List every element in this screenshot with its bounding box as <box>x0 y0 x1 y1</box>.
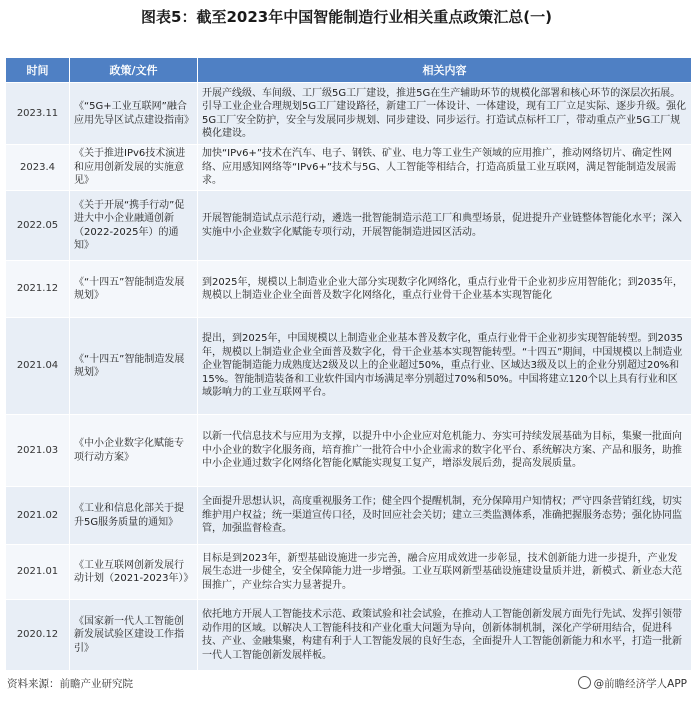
row-date: 2023.4 <box>6 145 70 191</box>
row-content: 到2025年，规模以上制造业企业大部分实现数字化网络化，重点行业骨干企业初步应用智能化；到2035年，规模以上制造业企业全面普及数字化网络化，重点行业骨干企业基本实现智能化 <box>198 261 692 318</box>
table-row <box>6 487 692 545</box>
table-row <box>6 318 692 415</box>
row-content: 开展产线级、车间级、工厂级5G工厂建设，推进5G在生产辅助环节的规模化部署和核心环节的深层次拓展。引导工业企业合理规划5G工厂建设路径，新建工厂一体设计、一体建设，现有工厂立足实际、逐步升级。强化5G工厂安全防护，安全与发展同步规划、同步建设、同步运行。打造试点标杆工厂，带动重点产业5G工厂规模化建设。 <box>198 83 692 145</box>
row-policy: 《关于开展“携手行动”促进大中小企业融通创新（2022-2025年）的通知》 <box>70 191 198 261</box>
row-date: 2021.02 <box>6 487 70 545</box>
row-date: 2021.03 <box>6 415 70 487</box>
table-row <box>6 145 692 191</box>
brand-logo-icon <box>578 676 591 689</box>
page-title: 图表5：截至2023年中国智能制造行业相关重点政策汇总(一) <box>141 8 552 26</box>
row-content: 依托地方开展人工智能技术示范、政策试验和社会试验，在推动人工智能创新发展方面先行先试、发挥引领带动作用的区域。以解决人工智能科技和产业化重大问题为导向，创新体制机制，深化产学研用结合，促进科技、产业、金融集聚，构建有利于人工智能发展的良好生态，全面提升人工智能创新能力和水平，打造一批新一代人工智能创新发展样板。 <box>198 600 692 671</box>
header-content: 相关内容 <box>198 58 692 83</box>
row-content: 提出，到2025年，中国规模以上制造业企业基本普及数字化，重点行业骨干企业初步实现智能转型。到2035年，规模以上制造业企业全面普及数字化，骨干企业基本实现智能转型。“十四五”期间，中国规模以上制造业企业智能制造能力成熟度达2级及以上的企业超过50%，重点行业、区域达3级及以上的企业分别超过20%和15%。智能制造装备和工业软件国内市场满足率分别超过70%和50%。中国将建立120个以上具有行业和区域影响力的工业互联网平台。 <box>198 318 692 415</box>
row-date: 2021.04 <box>6 318 70 415</box>
table-row <box>6 600 692 671</box>
row-policy: 《中小企业数字化赋能专项行动方案》 <box>70 415 198 487</box>
row-date: 2021.01 <box>6 545 70 600</box>
table-row <box>6 415 692 487</box>
brand-text: @前瞻经济学人APP <box>593 678 687 690</box>
row-policy: 《“十四五”智能制造发展规划》 <box>70 318 198 415</box>
policy-table <box>5 57 692 671</box>
row-policy: 《工业和信息化部关于提升5G服务质量的通知》 <box>70 487 198 545</box>
row-policy: 《“5G+工业互联网”融合应用先导区试点建设指南》 <box>70 83 198 145</box>
row-content: 加快“IPv6+”技术在汽车、电子、钢铁、矿业、电力等工业生产领域的应用推广，推动网络切片、确定性网络、应用感知网络等“IPv6+”技术与5G、人工智能等相结合，打造高质量工业互联网，满足智能制造发展需求。 <box>198 145 692 191</box>
table-row <box>6 83 692 145</box>
row-date: 2023.11 <box>6 83 70 145</box>
table-header-row <box>6 58 692 83</box>
row-content: 目标是到2023年，新型基础设施进一步完善，融合应用成效进一步彰显，技术创新能力进一步提升，产业发展生态进一步健全，安全保障能力进一步增强。工业互联网新型基础设施建设量质并进，新模式、新业态大范围推广，产业综合实力显著提升。 <box>198 545 692 600</box>
header-policy: 政策/文件 <box>70 58 198 83</box>
row-content: 全面提升思想认识，高度重视服务工作；健全四个提醒机制，充分保障用户知情权；严守四条营销红线，切实维护用户权益；统一渠道宣传口径，及时回应社会关切；建立三类监测体系，准确把握服务态势；强化协同监管，加强监督检查。 <box>198 487 692 545</box>
row-content: 开展智能制造试点示范行动，遴选一批智能制造示范工厂和典型场景，促进提升产业链整体智能化水平；深入实施中小企业数字化赋能专项行动，开展智能制造进园区活动。 <box>198 191 692 261</box>
row-date: 2020.12 <box>6 600 70 671</box>
row-policy: 《“十四五”智能制造发展规划》 <box>70 261 198 318</box>
footer <box>0 676 693 696</box>
row-policy: 《国家新一代人工智能创新发展试验区建设工作指引》 <box>70 600 198 671</box>
table-row <box>6 545 692 600</box>
table-row <box>6 261 692 318</box>
source-note: 资料来源：前瞻产业研究院 <box>7 678 133 690</box>
row-policy: 《关于推进IPv6技术演进和应用创新发展的实施意见》 <box>70 145 198 191</box>
table-row <box>6 191 692 261</box>
row-content: 以新一代信息技术与应用为支撑，以提升中小企业应对危机能力、夯实可持续发展基础为目标，集聚一批面向中小企业的数字化服务商，培育推广一批符合中小企业需求的数字化平台、系统解决方案、产品和服务，助推中小企业通过数字化网络化智能化赋能实现复工复产，增添发展后劲，提高发展质量。 <box>198 415 692 487</box>
row-date: 2021.12 <box>6 261 70 318</box>
header-date: 时间 <box>6 58 70 83</box>
brand-credit <box>578 676 687 691</box>
row-policy: 《工业互联网创新发展行动计划（2021-2023年）》 <box>70 545 198 600</box>
row-date: 2022.05 <box>6 191 70 261</box>
